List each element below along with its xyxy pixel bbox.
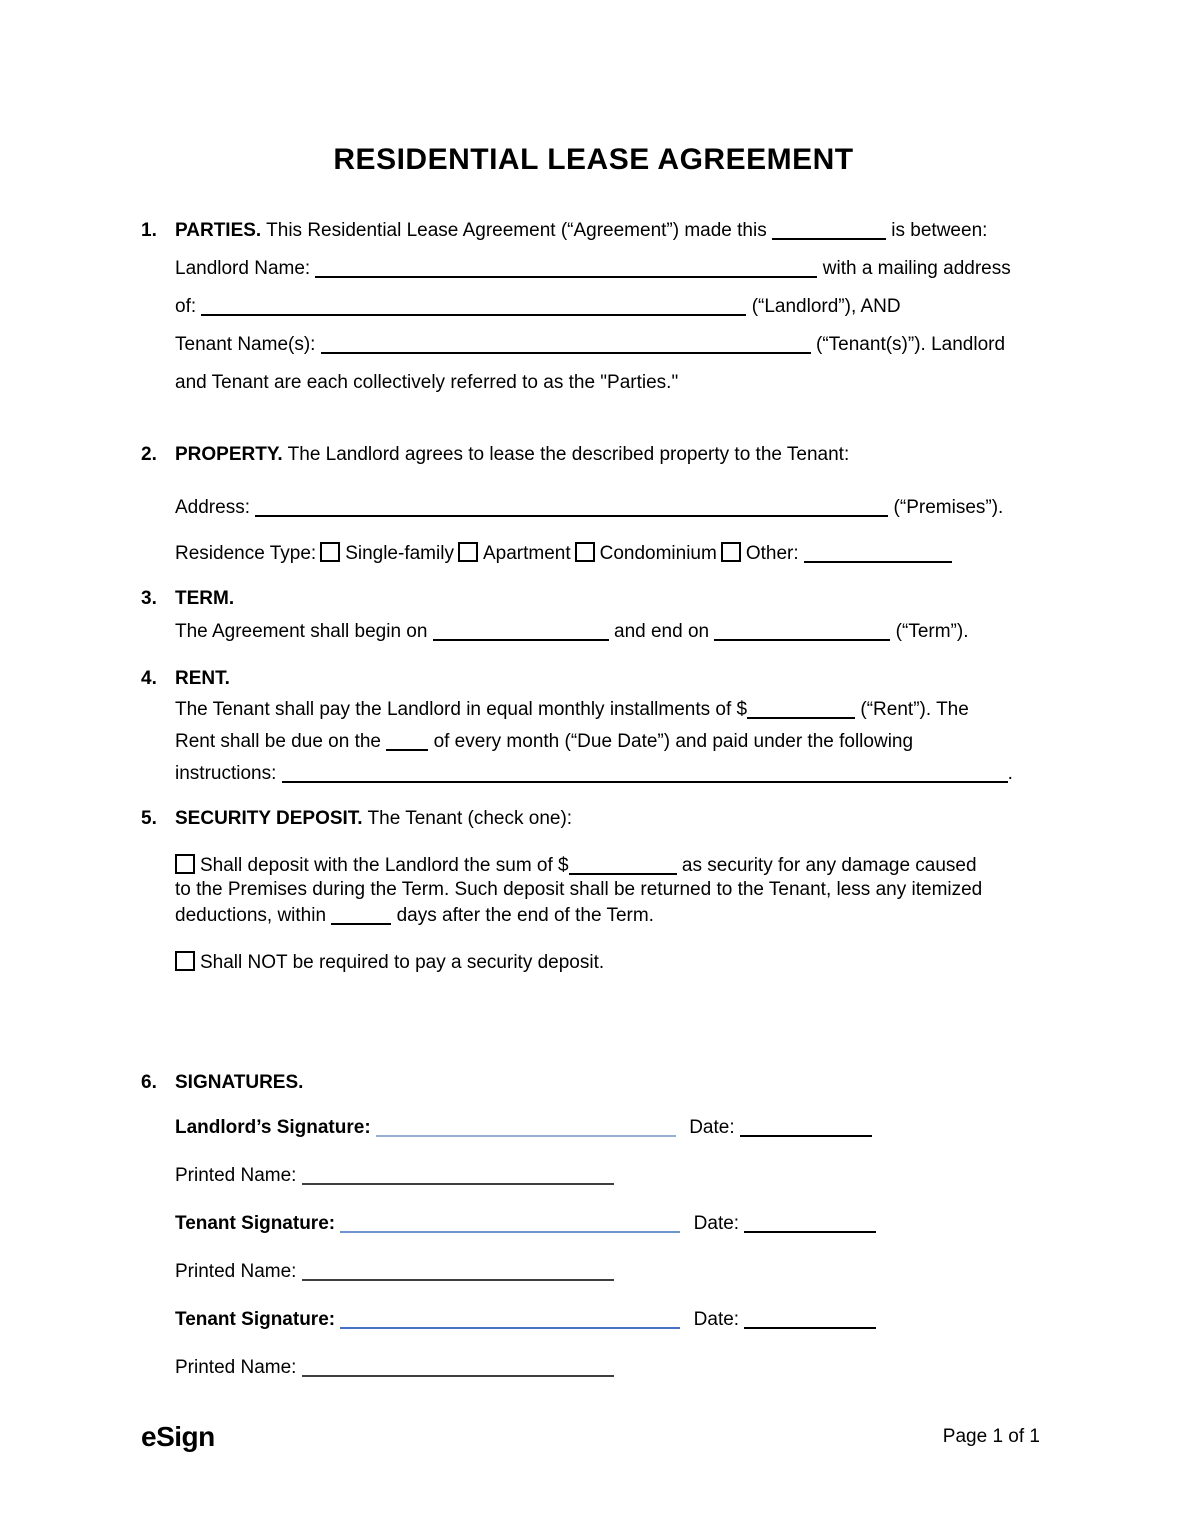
term-heading-line [141,587,1046,611]
property-heading-line [141,443,1046,467]
property-heading-rest: The Landlord agrees to lease the described property to the Tenant: [287,444,850,465]
parties-line-4 [175,333,1046,357]
landlord-defined-text: (“Landlord”), AND [751,296,901,317]
landlord-printed-name-label: Printed Name: [175,1165,297,1186]
tenant-names-blank[interactable] [321,352,811,354]
landlord-printed-name-row [175,1164,1046,1188]
other-checkbox[interactable] [721,542,741,562]
parties-heading: PARTIES. [175,220,262,241]
rent-line-2 [175,730,1046,754]
property-address-line [175,496,1046,520]
tenant-names-label: Tenant Name(s): [175,334,316,355]
parties-intro-tail: is between: [891,220,988,241]
deposit-required-checkbox[interactable] [175,854,195,874]
parties-number: 1. [141,220,157,241]
term-begin-text: The Agreement shall begin on [175,621,428,642]
page-number: Page 1 of 1 [942,1426,1040,1447]
deposit-security-text: as security for any damage caused [681,855,977,876]
rent-heading: RENT. [175,668,230,689]
no-deposit-checkbox[interactable] [175,951,195,971]
landlord-signature-row [175,1116,1046,1140]
mailing-address-text: with a mailing address [822,258,1011,279]
deposit-option-line-1 [175,854,1046,878]
parties-line-2 [175,257,1046,281]
security-heading-line [141,807,1046,831]
security-number: 5. [141,808,157,829]
term-number: 3. [141,588,157,609]
tenant1-printed-name-label: Printed Name: [175,1261,297,1282]
deposit-deductions-text: deductions, within [175,905,327,926]
security-heading: SECURITY DEPOSIT. [175,808,363,829]
rent-heading-line [141,667,1046,691]
landlord-signature-date-blank[interactable] [740,1135,872,1137]
tenant-defined-text: (“Tenant(s)”). Landlord [816,334,1006,355]
parties-line-5 [175,371,1046,395]
document-title: RESIDENTIAL LEASE AGREEMENT [333,143,854,176]
tenant1-signature-label: Tenant Signature: [175,1213,336,1234]
premises-address-label: Address: [175,497,250,518]
no-deposit-text: Shall NOT be required to pay a security deposit. [200,952,605,973]
term-end-blank[interactable] [714,639,890,641]
property-number: 2. [141,444,157,465]
tenant2-signature-field[interactable] [340,1327,680,1329]
parties-line-3 [175,295,1046,319]
rent-amount-blank[interactable] [747,717,855,719]
deposit-amount-blank[interactable] [569,873,677,875]
no-deposit-option-line [175,951,1046,975]
rent-due-text: Rent shall be due on the [175,731,381,752]
tenant1-signature-date-blank[interactable] [744,1231,876,1233]
residence-type-label: Residence Type: [175,543,317,564]
tenant2-signature-row [175,1308,1046,1332]
rent-installments-text: The Tenant shall pay the Landlord in equal monthly installments of $ [175,699,748,720]
other-label: Other: [745,543,799,564]
term-heading: TERM. [175,588,235,609]
payment-instructions-blank[interactable] [282,781,1008,783]
page-footer [141,1422,1040,1452]
signatures-heading: SIGNATURES. [175,1072,304,1093]
tenant1-signature-row [175,1212,1046,1236]
agreement-date-blank[interactable] [772,238,886,240]
deposit-option-line-3 [175,904,1046,928]
tenant1-printed-name-row [175,1260,1046,1284]
tenant2-printed-name-row [175,1356,1046,1380]
landlord-address-label: of: [175,296,197,317]
term-end-text: and end on [614,621,710,642]
deposit-sum-text: Shall deposit with the Landlord the sum of $ [200,855,569,876]
tenant2-printed-name-label: Printed Name: [175,1357,297,1378]
rent-defined-text: (“Rent”). The [860,699,969,720]
rent-due-day-blank[interactable] [386,749,428,751]
single-family-label: Single-family [345,543,454,564]
landlord-signature-label: Landlord’s Signature: [175,1117,371,1138]
rent-number: 4. [141,668,157,689]
landlord-printed-name-blank[interactable] [302,1183,614,1185]
residence-type-line [175,542,1046,566]
tenant1-date-label: Date: [693,1213,740,1234]
instructions-period: . [1007,763,1013,784]
signatures-number: 6. [141,1072,157,1093]
tenant2-signature-label: Tenant Signature: [175,1309,336,1330]
tenant2-date-label: Date: [693,1309,740,1330]
landlord-name-blank[interactable] [315,276,817,278]
residence-other-blank[interactable] [804,561,952,563]
property-heading: PROPERTY. [175,444,283,465]
deposit-return-days-blank[interactable] [331,923,391,925]
landlord-name-label: Landlord Name: [175,258,311,279]
instructions-label: instructions: [175,763,277,784]
landlord-date-label: Date: [689,1117,735,1138]
parties-intro-text: This Residential Lease Agreement (“Agreement”) made this [266,220,767,241]
parties-line-1 [141,219,1046,243]
single-family-checkbox[interactable] [320,542,340,562]
tenant2-printed-name-blank[interactable] [302,1375,614,1377]
term-line-1 [175,620,1046,644]
premises-address-blank[interactable] [255,515,888,517]
document-content [0,142,1186,1380]
term-start-blank[interactable] [433,639,609,641]
apartment-label: Apartment [482,543,571,564]
premises-defined-text: (“Premises”). [893,497,1004,518]
apartment-checkbox[interactable] [458,542,478,562]
security-heading-rest: The Tenant (check one): [367,808,573,829]
deposit-option-line-2 [175,878,1046,902]
deposit-days-tail: days after the end of the Term. [396,905,654,926]
tenant1-printed-name-blank[interactable] [302,1279,614,1281]
tenant1-signature-field[interactable] [340,1231,680,1233]
esign-logo: eSign [141,1421,215,1452]
tenant2-signature-date-blank[interactable] [744,1327,876,1329]
parties-closing-text: and Tenant are each collectively referred to as the "Parties." [175,372,679,393]
term-defined-text: (“Term”). [895,621,969,642]
condominium-label: Condominium [599,543,717,564]
rent-due-tail: of every month (“Due Date”) and paid under the following [433,731,914,752]
rent-line-1 [175,698,1046,722]
deposit-return-text: to the Premises during the Term. Such deposit shall be returned to the Tenant, less any itemized [175,879,983,900]
rent-line-3 [175,762,1046,786]
condominium-checkbox[interactable] [575,542,595,562]
signatures-heading-line [141,1071,1046,1095]
landlord-signature-field[interactable] [376,1135,676,1137]
landlord-address-blank[interactable] [201,314,746,316]
